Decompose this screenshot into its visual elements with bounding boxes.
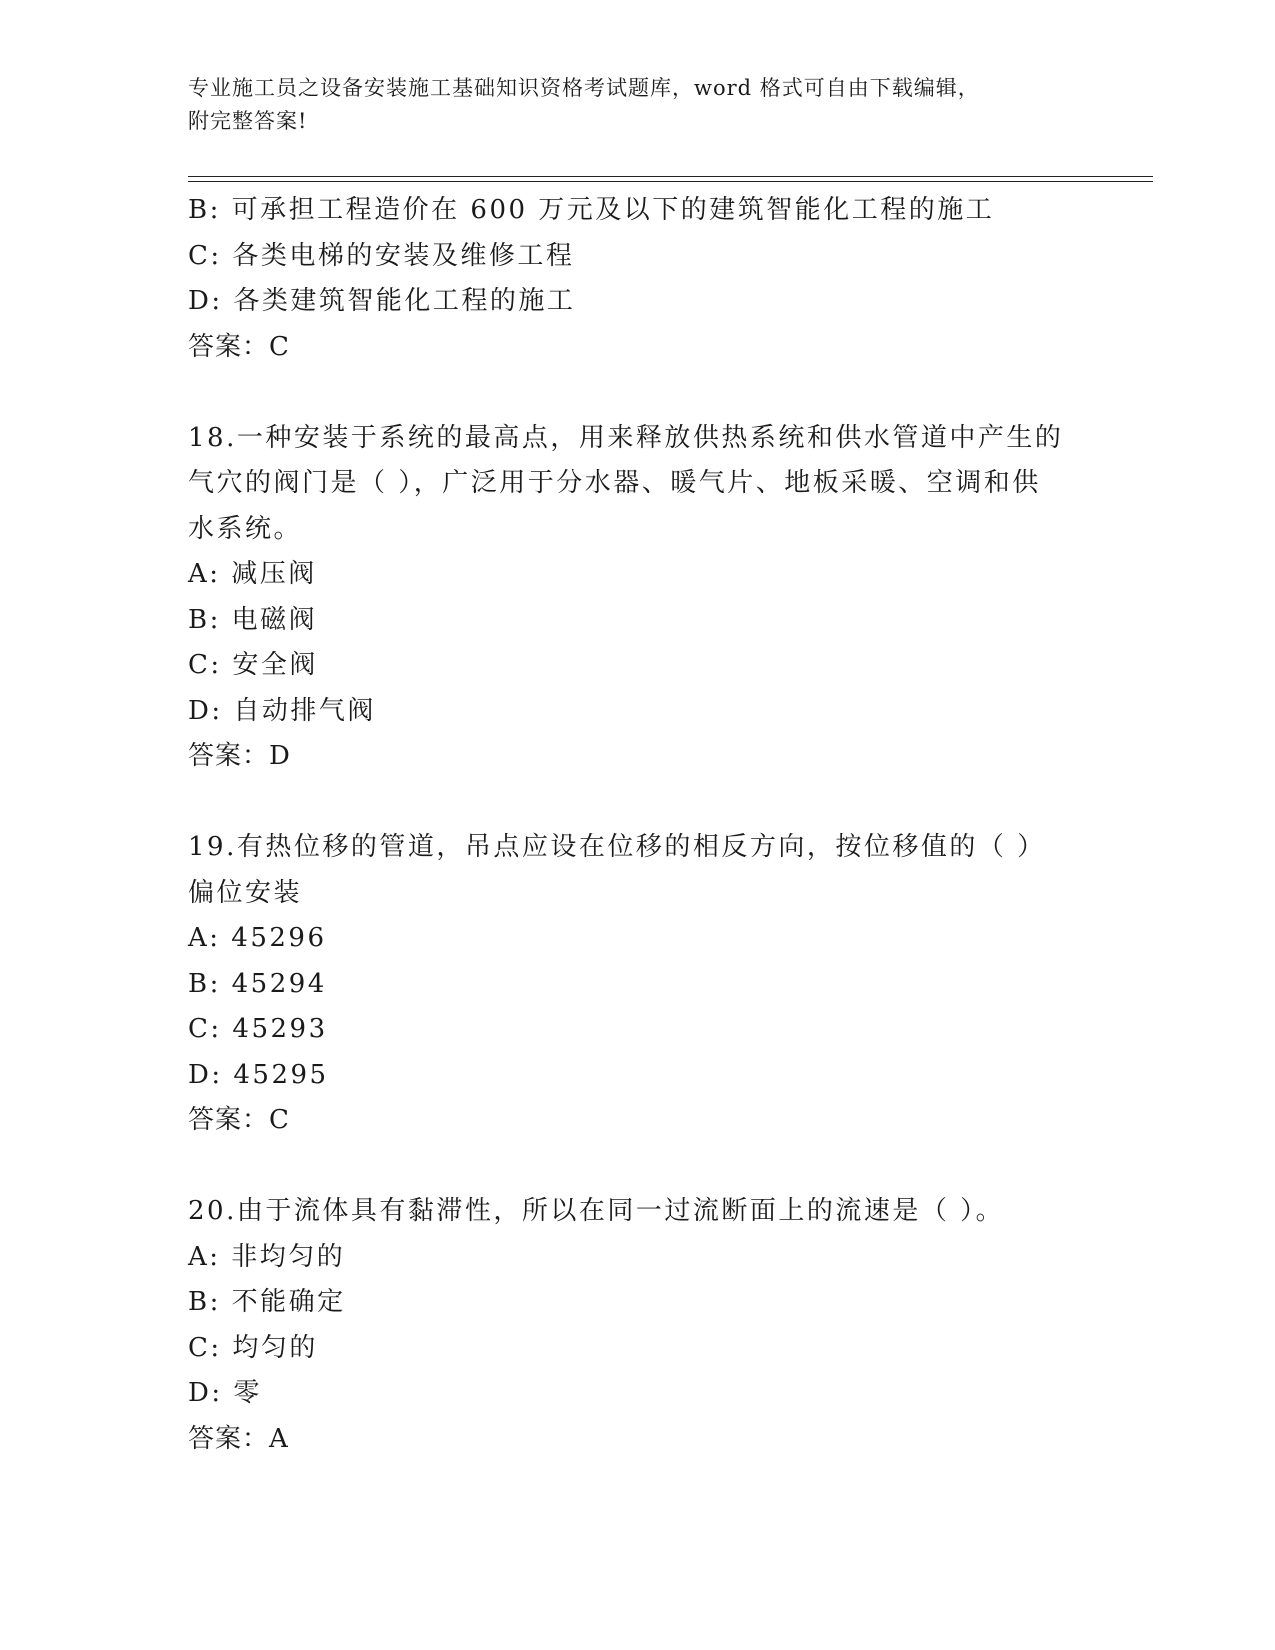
header-divider-bottom [188, 181, 1153, 182]
question-18 [188, 416, 1088, 780]
option-d: D: 零 [188, 1378, 262, 1408]
spacer [188, 370, 1088, 416]
question-20 [188, 1189, 1088, 1462]
header-line-1: 专业施工员之设备安装施工基础知识资格考试题库，word 格式可自由下载编辑， [188, 76, 980, 100]
question-text-line: 20.由于流体具有黏滞性，所以在同一过流断面上的流速是（ ）。 [188, 1196, 1005, 1226]
question-text-line: 18.一种安装于系统的最高点，用来释放供热系统和供水管道中产生的 [188, 422, 1064, 453]
option-b: B: 可承担工程造价在 600 万元及以下的建筑智能化工程的施工 [188, 195, 995, 225]
header-divider-top [188, 176, 1153, 177]
document-header [188, 72, 1068, 138]
question-text-line: 偏位安装 [188, 877, 303, 908]
option-b: B: 不能确定 [188, 1287, 346, 1317]
option-a: A: 45296 [188, 923, 327, 953]
answer: 答案：A [188, 1423, 289, 1454]
option-c: C: 安全阀 [188, 650, 318, 680]
option-c: C: 各类电梯的安装及维修工程 [188, 240, 575, 271]
question-list [188, 188, 1088, 1462]
option-d: D: 各类建筑智能化工程的施工 [188, 286, 576, 316]
question-19 [188, 825, 1088, 1144]
question-text-line: 水系统。 [188, 513, 303, 544]
option-a: A: 减压阀 [188, 559, 317, 589]
option-b: B: 45294 [188, 968, 327, 999]
spacer [188, 780, 1088, 826]
spacer [188, 1144, 1088, 1190]
option-c: C: 均匀的 [188, 1332, 318, 1363]
question-text-line: 19.有热位移的管道，吊点应设在位移的相反方向，按位移值的（ ） [188, 832, 1046, 862]
answer: 答案：D [188, 741, 291, 771]
question-text-line: 气穴的阀门是（ ），广泛用于分水器、暖气片、地板采暖、空调和供 [188, 468, 1041, 498]
option-b: B: 电磁阀 [188, 604, 318, 635]
option-c: C: 45293 [188, 1014, 328, 1044]
question-17-tail [188, 188, 1088, 370]
option-a: A: 非均匀的 [188, 1241, 346, 1272]
option-d: D: 45295 [188, 1059, 329, 1090]
answer: 答案：C [188, 1105, 290, 1135]
option-d: D: 自动排气阀 [188, 695, 376, 726]
header-line-2: 附完整答案! [188, 109, 308, 133]
answer: 答案：C [188, 331, 290, 362]
